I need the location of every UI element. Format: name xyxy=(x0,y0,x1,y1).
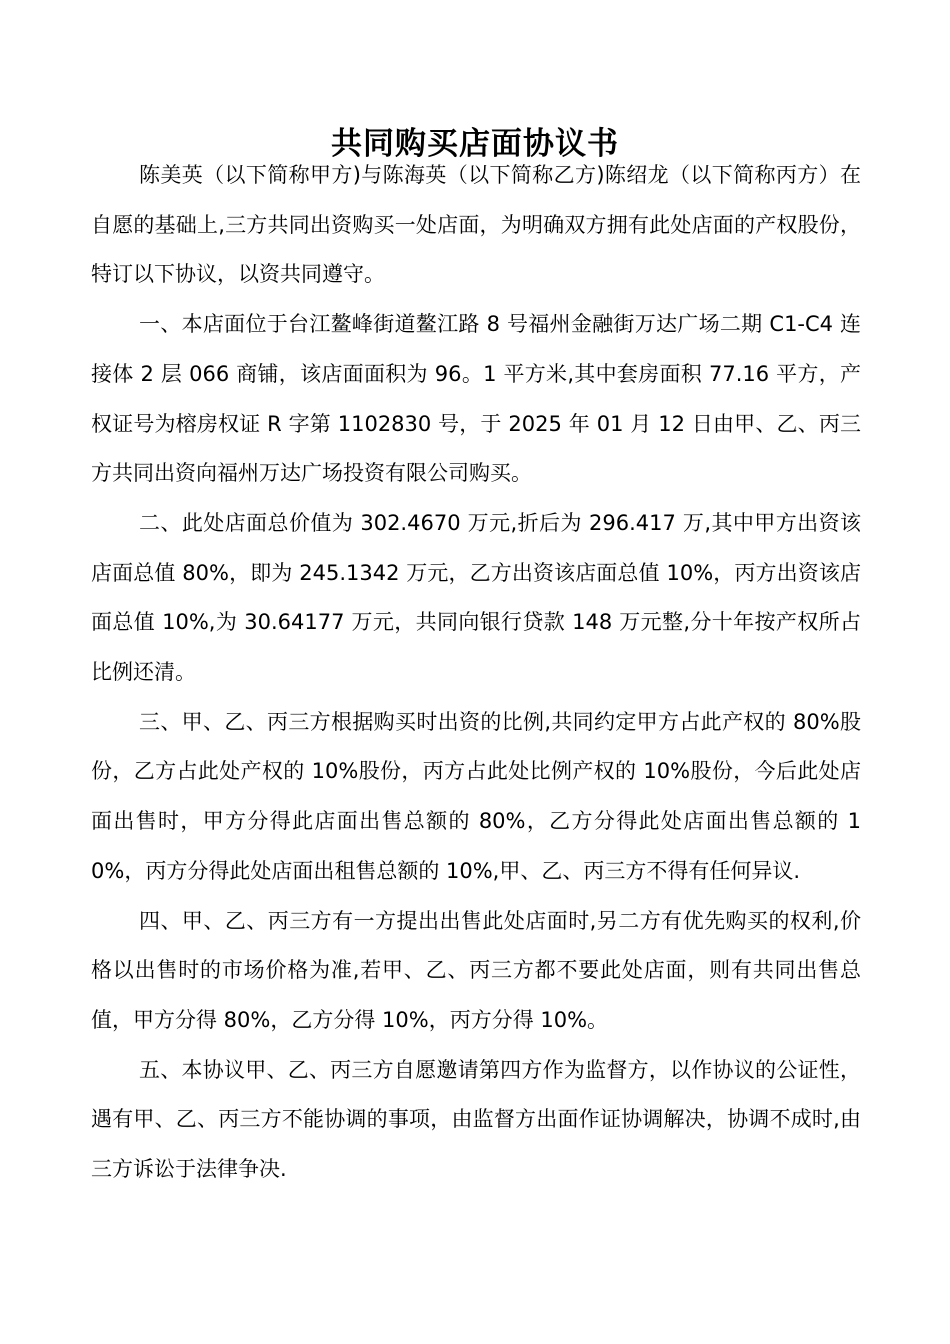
paragraph-clause-3-shares: 三、甲、乙、丙三方根据购买时出资的比例,共同约定甲方占此产权的 80%股份，乙方占此处产权的 10%股份，丙方占此处比例产权的 10%股份，今后此处店面出售时，甲方分得此店面出售总额的 80%，乙方分得此处店面出售总额的 10%，丙方分得此处店面出租售总额的 10%,甲、乙、丙三方不得有任何异议. xyxy=(91,709,861,883)
paragraph-parties: 陈美英（以下简称甲方)与陈海英（以下简称乙方)陈绍龙（以下简称丙方）在自愿的基础上,三方共同出资购买一处店面，为明确双方拥有此处店面的产权股份，特订以下协议，以资共同遵守。 xyxy=(91,163,861,287)
paragraph-clause-4-preemption: 四、甲、乙、丙三方有一方提出出售此处店面时,另二方有优先购买的权利,价格以出售时的市场价格为准,若甲、乙、丙三方都不要此处店面，则有共同出售总值，甲方分得 80%，乙方分得 10%，丙方分得 10%。 xyxy=(91,908,861,1032)
paragraph-clause-5-supervision: 五、本协议甲、乙、丙三方自愿邀请第四方作为监督方，以作协议的公证性，遇有甲、乙、丙三方不能协调的事项，由监督方出面作证协调解决，协调不成时,由三方诉讼于法律争决. xyxy=(91,1057,861,1182)
document-title: 共同购买店面协议书 xyxy=(331,125,619,162)
paragraph-clause-2-price: 二、此处店面总价值为 302.4670 万元,折后为 296.417 万,其中甲方出资该店面总值 80%，即为 245.1342 万元，乙方出资该店面总值 10%，丙方出资该店面总值 10%,为 30.64177 万元，共同向银行贷款 148 万元整,分十年按产权所占比例还清。 xyxy=(91,510,861,685)
document-body xyxy=(91,151,861,1195)
paragraph-clause-1-location: 一、本店面位于台江鳌峰街道鳌江路 8 号福州金融街万达广场二期 C1-C4 连接体 2 层 066 商铺，该店面面积为 96。1 平方米,其中套房面积 77.16 平方，产权证号为榕房权证 R 字第 1102830 号，于 2025 年 01 月 12 日由甲、乙、丙三方共同出资向福州万达广场投资有限公司购买。 xyxy=(91,312,861,486)
